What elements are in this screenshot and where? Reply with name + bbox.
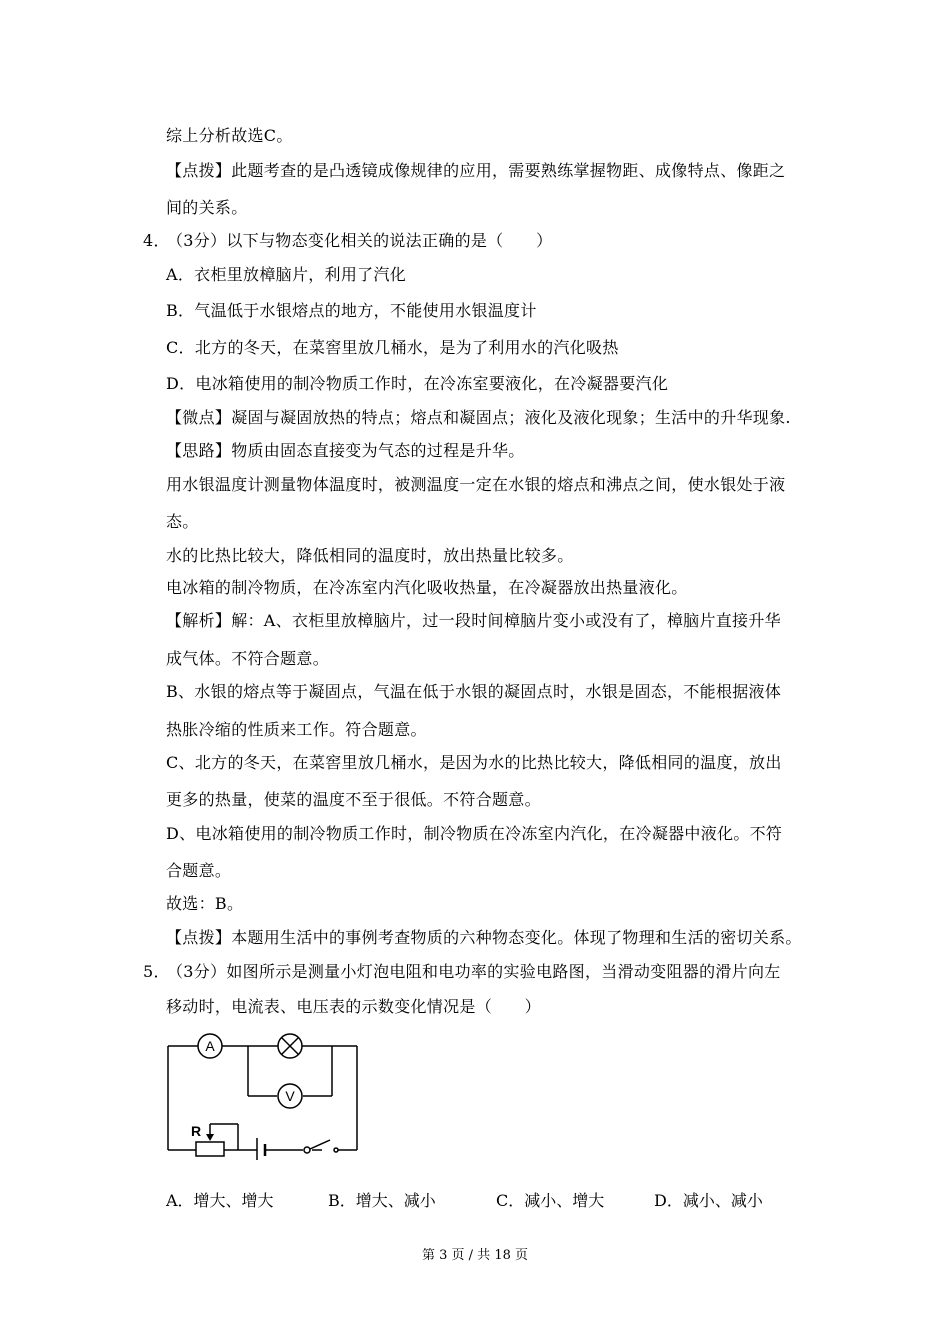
rheostat-arrow: [206, 1134, 214, 1141]
switch-contact: [304, 1147, 310, 1153]
question-text: （3分）如图所示是测量小灯泡电阻和电功率的实验电路图，当滑动变阻器的滑片向左: [167, 962, 781, 981]
option-c: C．减小、增大: [496, 1191, 605, 1210]
text-line: 态。: [166, 512, 199, 531]
text-line: 【思路】物质由固态直接变为气态的过程是升华。: [166, 441, 525, 460]
option-b: B．增大、减小: [328, 1191, 436, 1210]
text-line: D、电冰箱使用的制冷物质工作时，制冷物质在冷冻室内汽化，在冷凝器中液化。不符: [166, 824, 783, 843]
text-line: B、水银的熔点等于凝固点，气温在低于水银的凝固点时，水银是固态，不能根据液体: [166, 682, 782, 701]
option-c: C．北方的冬天，在菜窖里放几桶水，是为了利用水的汽化吸热: [166, 338, 619, 357]
option-d: D．减小、减小: [654, 1191, 763, 1210]
text-line: 【微点】凝固与凝固放热的特点；熔点和凝固点；液化及液化现象；生活中的升华现象.: [166, 408, 791, 427]
text-line: 【点拨】此题考查的是凸透镜成像规律的应用，需要熟练掌握物距、成像特点、像距之: [166, 161, 786, 180]
text-line: 水的比热比较大，降低相同的温度时，放出热量比较多。: [166, 546, 574, 565]
voltmeter-label: V: [285, 1088, 295, 1104]
switch-contact: [334, 1148, 338, 1152]
ammeter-label: A: [205, 1038, 215, 1054]
text-line: 【点拨】本题用生活中的事例考查物质的六种物态变化。体现了物理和生活的密切关系。: [166, 928, 802, 947]
text-line: 电冰箱的制冷物质，在冷冻室内汽化吸收热量，在冷凝器放出热量液化。: [166, 578, 688, 597]
question-number: 5．: [143, 962, 170, 981]
text-line: 综上分析故选C。: [166, 126, 293, 145]
question-5-stem: [143, 961, 781, 983]
text-line: 更多的热量，使菜的温度不至于很低。不符合题意。: [166, 790, 541, 809]
text-line: 热胀冷缩的性质来工作。符合题意。: [166, 720, 427, 739]
question-number: 4．: [143, 231, 170, 250]
option-a: A．衣柜里放樟脑片，利用了汽化: [166, 265, 407, 284]
question-4-stem: [143, 230, 552, 252]
option-b: B．气温低于水银熔点的地方，不能使用水银温度计: [166, 301, 537, 320]
page-footer: 第 3 页 / 共 18 页: [422, 1248, 528, 1263]
question-text: （3分）以下与物态变化相关的说法正确的是（ ）: [167, 231, 553, 250]
option-a: A．增大、增大: [166, 1191, 274, 1210]
rheostat-label: R: [190, 1123, 202, 1139]
text-line: 用水银温度计测量物体温度时，被测温度一定在水银的熔点和沸点之间，使水银处于液: [166, 475, 786, 494]
text-line: C、北方的冬天，在菜窖里放几桶水，是因为水的比热比较大，降低相同的温度，放出: [166, 753, 782, 772]
text-line: 间的关系。: [166, 198, 248, 217]
text-line: 合题意。: [166, 861, 232, 880]
text-line: 【解析】解：A、衣柜里放樟脑片，过一段时间樟脑片变小或没有了，樟脑片直接升华: [166, 611, 781, 630]
option-d: D．电冰箱使用的制冷物质工作时，在冷冻室要液化，在冷凝器要汽化: [166, 374, 669, 393]
circuit-diagram: [160, 1030, 370, 1160]
text-line: 故选：B。: [166, 894, 244, 913]
text-line: 移动时，电流表、电压表的示数变化情况是（ ）: [166, 997, 541, 1016]
text-line: 成气体。不符合题意。: [166, 649, 330, 668]
rheostat-symbol: [196, 1142, 224, 1156]
switch-lever: [310, 1140, 330, 1149]
